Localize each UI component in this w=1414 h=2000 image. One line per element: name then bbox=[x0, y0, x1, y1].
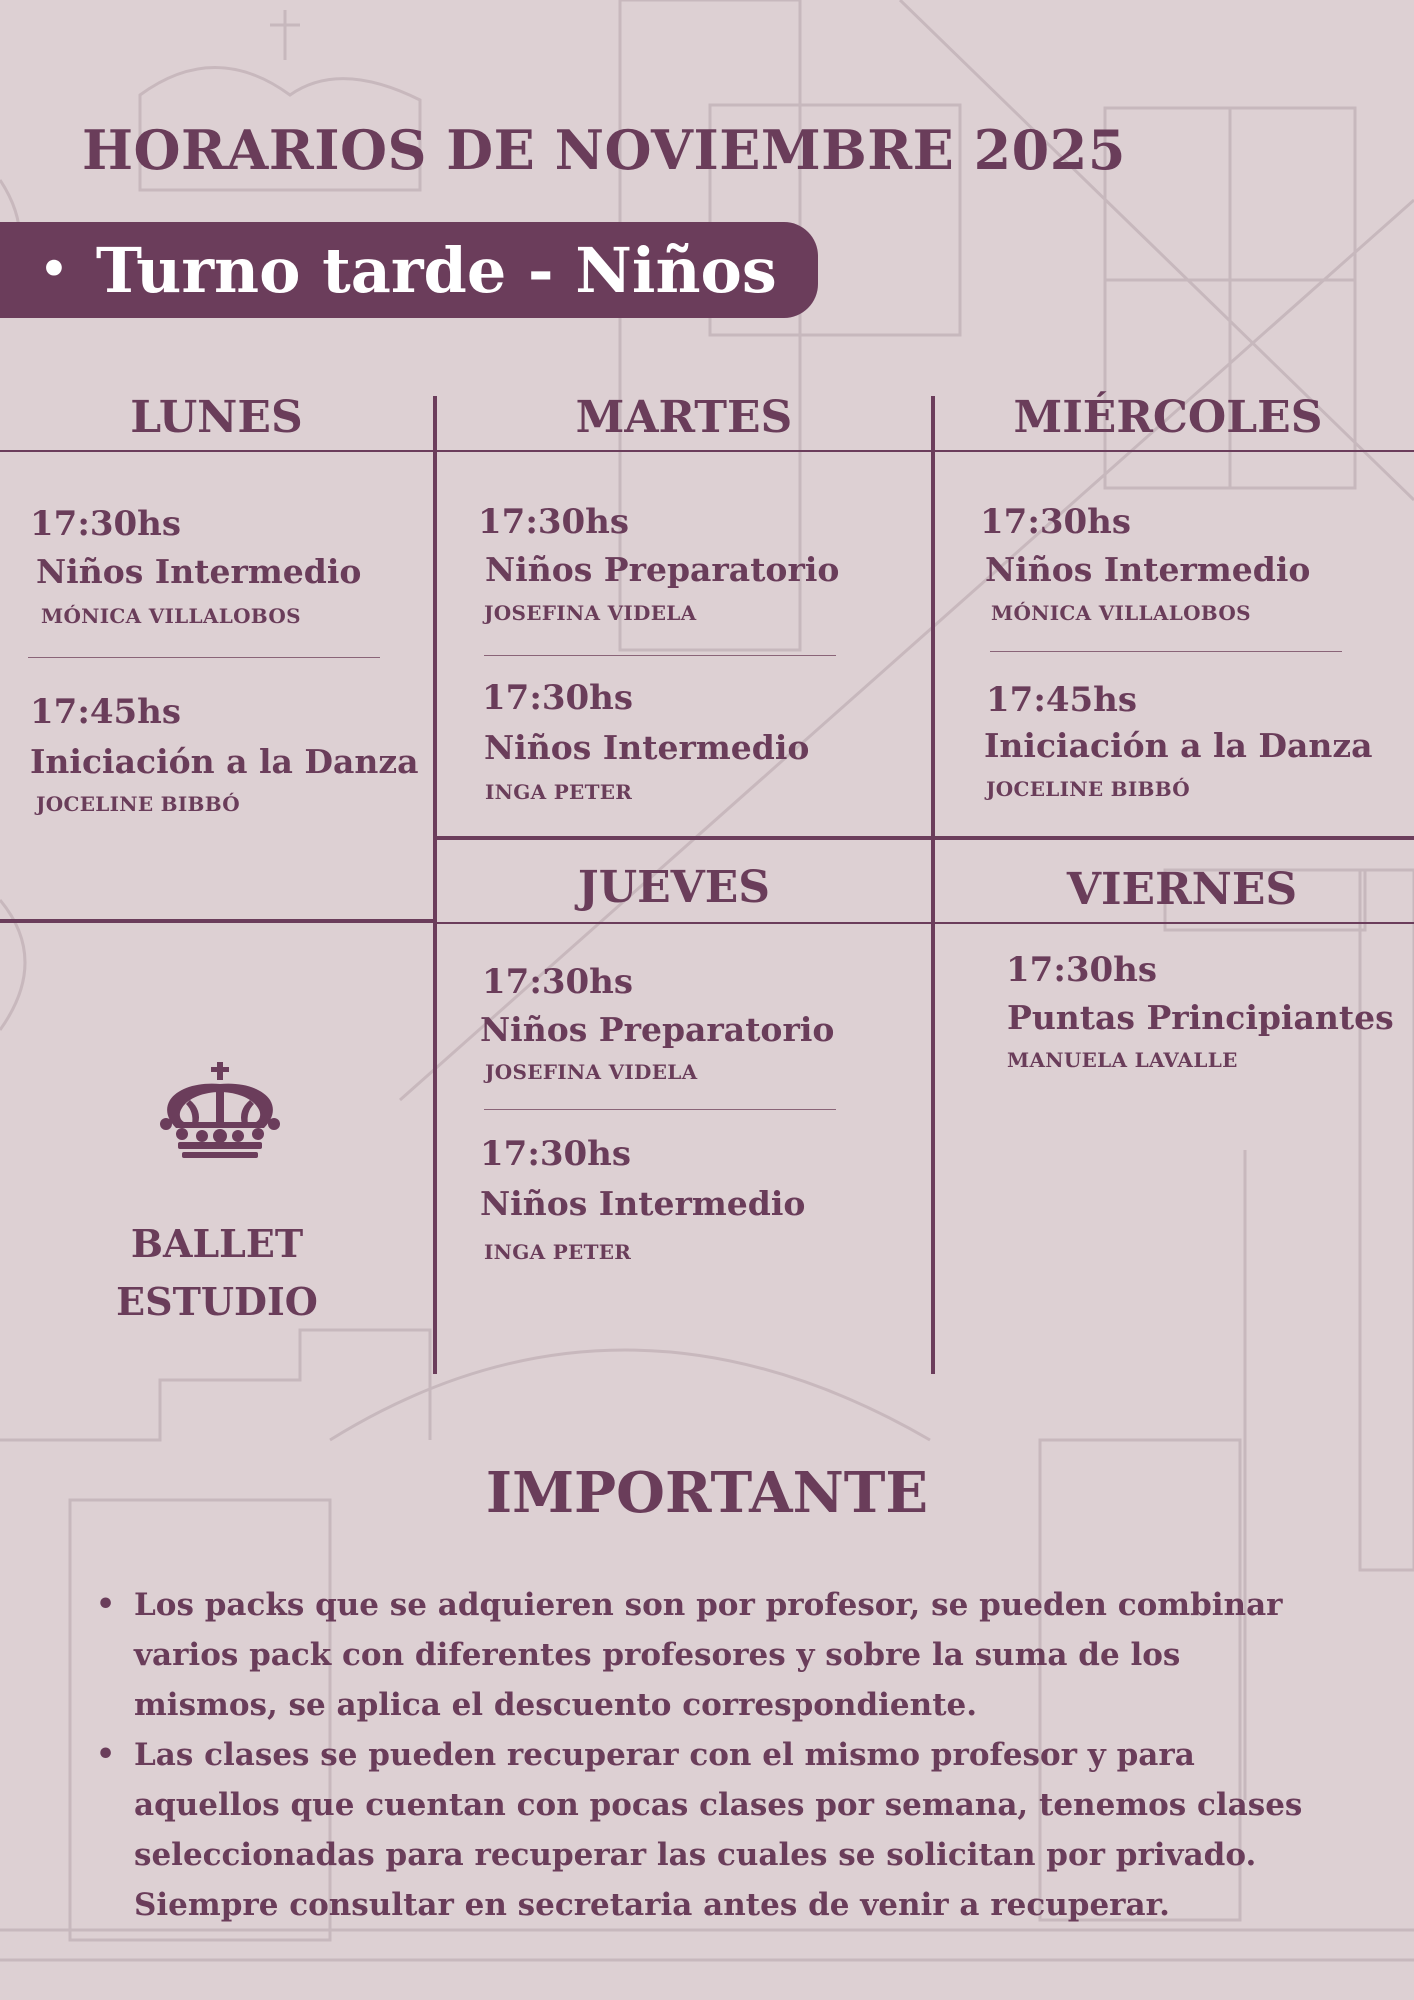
class-teacher: JOCELINE BIBBÓ bbox=[986, 777, 1191, 801]
class-teacher: MÓNICA VILLALOBOS bbox=[991, 601, 1251, 625]
class-time: 17:30hs bbox=[482, 678, 634, 718]
class-time: 17:30hs bbox=[1006, 950, 1158, 990]
header-underline bbox=[433, 922, 1414, 924]
class-separator bbox=[28, 657, 380, 658]
shift-banner bbox=[0, 222, 818, 318]
class-teacher: MÓNICA VILLALOBOS bbox=[41, 604, 301, 628]
class-teacher: INGA PETER bbox=[484, 1240, 632, 1264]
class-name: Niños Intermedio bbox=[480, 1184, 806, 1223]
class-teacher: JOSEFINA VIDELA bbox=[485, 1060, 698, 1084]
class-separator bbox=[484, 1109, 836, 1110]
brand-name bbox=[60, 1215, 374, 1331]
class-name: Niños Preparatorio bbox=[485, 550, 840, 589]
shift-label: Turno tarde - Niños bbox=[95, 233, 777, 307]
class-time: 17:45hs bbox=[986, 680, 1138, 720]
note-item bbox=[92, 1730, 1322, 1930]
important-title: IMPORTANTE bbox=[485, 1460, 929, 1526]
class-time: 17:30hs bbox=[980, 502, 1132, 542]
banner-bullet: • bbox=[38, 238, 70, 301]
class-teacher: INGA PETER bbox=[485, 780, 633, 804]
important-notes bbox=[92, 1580, 1322, 1930]
class-name: Niños Intermedio bbox=[484, 728, 810, 767]
header-underline bbox=[0, 450, 1414, 452]
note-text: Los packs que se adquieren son por profesor, se pueden combinar varios pack con diferentes profesores y sobre la suma de los mismos, se aplica el descuento correspondiente. bbox=[134, 1587, 1283, 1723]
day-header-martes: MARTES bbox=[575, 392, 793, 443]
brand-line: ESTUDIO bbox=[116, 1279, 318, 1324]
class-time: 17:30hs bbox=[30, 504, 182, 544]
class-teacher: MANUELA LAVALLE bbox=[1007, 1048, 1238, 1072]
class-teacher: JOSEFINA VIDELA bbox=[484, 601, 697, 625]
brand-line: BALLET bbox=[130, 1221, 304, 1266]
class-name: Niños Intermedio bbox=[36, 552, 362, 591]
class-teacher: JOCELINE BIBBÓ bbox=[36, 792, 241, 816]
day-header-lunes: LUNES bbox=[130, 392, 303, 443]
day-header-viernes: VIERNES bbox=[1066, 864, 1298, 915]
bullet-icon: • bbox=[96, 1737, 116, 1772]
crown-icon bbox=[158, 1062, 282, 1160]
class-name: Iniciación a la Danza bbox=[30, 742, 419, 781]
day-header-jueves: JUEVES bbox=[577, 862, 771, 913]
class-time: 17:30hs bbox=[478, 502, 630, 542]
class-time: 17:30hs bbox=[482, 962, 634, 1002]
class-name: Niños Preparatorio bbox=[480, 1010, 835, 1049]
day-header-miercoles: MIÉRCOLES bbox=[1013, 392, 1323, 443]
note-item bbox=[92, 1580, 1322, 1730]
class-separator bbox=[484, 655, 836, 656]
class-time: 17:30hs bbox=[480, 1134, 632, 1174]
class-name: Puntas Principiantes bbox=[1007, 998, 1394, 1037]
class-name: Niños Intermedio bbox=[985, 550, 1311, 589]
page-title: HORARIOS DE NOVIEMBRE 2025 bbox=[82, 118, 1126, 182]
class-name: Iniciación a la Danza bbox=[984, 726, 1373, 765]
note-text: Las clases se pueden recuperar con el mismo profesor y para aquellos que cuentan con pocas clases por semana, tenemos clases seleccionadas para recuperar las cuales se solicitan por privado. Siempre consultar en secretaria antes de venir a recuperar. bbox=[134, 1737, 1303, 1923]
grid-divider bbox=[0, 919, 433, 923]
bullet-icon: • bbox=[96, 1587, 116, 1622]
class-separator bbox=[990, 651, 1342, 652]
grid-divider bbox=[433, 836, 1414, 840]
class-time: 17:45hs bbox=[30, 692, 182, 732]
